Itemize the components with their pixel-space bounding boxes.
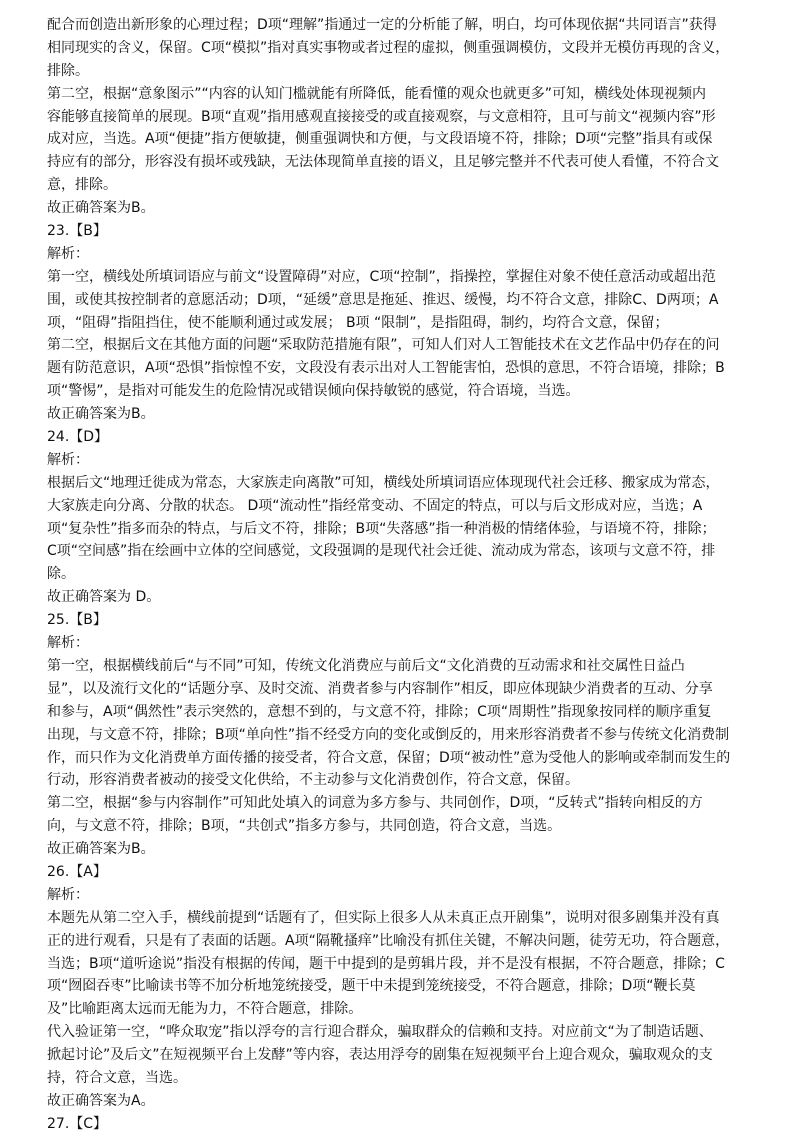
text-line: 根据后文“地理迁徙成为常态，大家族走向离散”可知，横线处所填词语应体现现代社会迁移、搬家成为常态， [47, 474, 720, 491]
text-line: 项“复杂性”指多而杂的特点，与后文不符，排除；B项“失落感”指一种消极的情绪体验，与语境不符，排除； [47, 520, 716, 537]
text-line: 出现，与文意不符，排除；B项“单向性”指不经受方向的变化或倒反的，用来形容消费者不参与传统文化消费制 [47, 726, 730, 743]
text-line: 掀起讨论”及后文”在短视频平台上发酵”等内容，表达用浮夸的剧集在短视频平台上迎合观众，骗取观众的支 [47, 1047, 713, 1064]
text-line: 正的进行观看，只是有了表面的话题。A项“隔靴搔痒”比喻没有抓住关键，不解决问题，徒劳无功，符合题意， [47, 932, 730, 949]
text-line: 排除。 [47, 62, 89, 79]
text-line: 代入验证第一空，“哗众取宠”指以浮夸的言行迎合群众，骗取群众的信赖和支持。对应前文“为了制造话题、 [47, 1024, 713, 1041]
answer-line: 故正确答案为B。 [47, 406, 155, 423]
text-line: 向，与文意不符，排除；B项，“共创式”指多方参与，共同创造，符合文意，当选。 [47, 818, 562, 835]
question-number: 26.【A】 [47, 863, 107, 880]
answer-line: 故正确答案为B。 [47, 200, 155, 217]
text-line: 第二空，根据后文在其他方面的问题“采取防范措施有限”，可知人们对人工智能技术在文艺作品中仍存在的问 [47, 337, 720, 354]
question-number: 25.【B】 [47, 612, 107, 629]
text-line: 项“警惕”，是指对可能发生的危险情况或错误倾向保持敏锐的感觉，符合语境，当选。 [47, 383, 580, 400]
text-line: 大家族走向分离、分散的状态。 D项“流动性”指经常变动、不固定的特点，可以与后文形成对应，当选；A [47, 497, 703, 514]
answer-line: 故正确答案为A。 [47, 1092, 155, 1109]
text-line: 题有防范意识，A项“恐惧”指惊惶不安，文段没有表示出对人工智能害怕，恐惧的意思，不符合语境，排除；B [47, 360, 725, 377]
text-line: 成对应，当选。A项“便捷”指方便敏捷，侧重强调快和方便，与文段语境不符，排除；D项“完整”指具有或保 [47, 131, 713, 148]
text-line: 第一空，横线处所填词语应与前文“设置障碍”对应，C项“控制”，指操控，掌握住对象不使任意活动或超出范 [47, 268, 716, 285]
question-number: 27.【C】 [47, 1115, 108, 1132]
analysis-label: 解析： [47, 635, 89, 652]
text-line: 除。 [47, 566, 75, 583]
text-line: C项“空间感”指在绘画中立体的空间感觉，文段强调的是现代社会迁徙、流动成为常态，该项与文意不符，排 [47, 543, 716, 560]
text-line: 本题先从第二空入手，横线前提到“话题有了，但实际上很多人从未真正点开剧集”，说明对很多剧集并没有真 [47, 909, 720, 926]
text-line: 作，而只作为文化消费单方面传播的接受者，符合文意，保留；D项“被动性”意为受他人的影响或牵制而发生的 [47, 749, 731, 766]
text-line: 第二空，根据“参与内容制作”可知此处填入的词意为多方参与、共同创作，D项，“反转式”指转向相反的方 [47, 795, 703, 812]
text-line: 第一空，根据横线前后“与不同”可知，传统文化消费应与前后文“文化消费的互动需求和社交属性日益凸 [47, 657, 685, 674]
analysis-label: 解析： [47, 245, 89, 262]
text-line: 当选；B项“道听途说”指没有根据的传闻，题干中提到的是剪辑片段，并不是没有根据，不符合题意，排除；C [47, 955, 725, 972]
answer-line: 故正确答案为 D。 [47, 589, 161, 606]
text-line: 持应有的部分，形容没有损坏或残缺，无法体现简单直接的语义，且足够完整并不代表可使人看懂，不符合文 [47, 154, 719, 171]
text-line: 配合而创造出新形象的心理过程；D项“理解”指通过一定的分析能了解，明白，均可体现依据“共同语言”获得 [47, 17, 717, 33]
text-line: 和参与，A项“偶然性”表示突然的，意想不到的，与文意不符，排除；C项“周期性”指现象按同样的顺序重复 [47, 703, 712, 720]
text-line: 第二空，根据“意象图示”“内容的认知门槛就能有所降低，能看懂的观众也就更多”可知，横线处体现视频内 [47, 85, 707, 102]
text-line: 项，“阻碍”指阻挡住，使不能顺利通过或发展； B项 “限制”，是指阻碍，制约，均符合文意，保留； [47, 314, 669, 331]
question-number: 24.【D】 [47, 429, 109, 446]
text-line: 围，或使其按控制者的意愿活动；D项，“延缓”意思是拖延、推迟、缓慢，均不符合文意，排除C、D两项；A [47, 291, 719, 308]
question-number: 23.【B】 [47, 223, 107, 240]
answer-line: 故正确答案为B。 [47, 841, 155, 858]
text-line: 行动，形容消费者被动的接受文化供给，不主动参与文化消费创作，符合文意，保留。 [47, 772, 579, 789]
text-line: 意，排除。 [47, 177, 117, 194]
text-line: 及”比喻距离太远而无能为力，不符合题意，排除。 [47, 1001, 363, 1018]
text-line: 容能够直接简单的展现。B项“直观”指用感观直接接受的或直接观察，与文意相符，且可与前文“视频内容”形 [47, 108, 716, 125]
answer-explanation-text [47, 14, 756, 1136]
text-line: 显”，以及流行文化的“话题分享、及时交流、消费者参与内容制作”相反，即应体现缺少消费者的互动、分享 [47, 680, 713, 697]
analysis-label: 解析： [47, 886, 89, 903]
text-line: 持，符合文意，当选。 [47, 1069, 187, 1086]
analysis-label: 解析： [47, 451, 89, 468]
text-line: 项“囫囵吞枣”比喻读书等不加分析地笼统接受，题干中未提到笼统接受，不符合题意，排除；D项“鞭长莫 [47, 978, 696, 995]
text-line: 相同现实的含义，保留。C项“模拟”指对真实事物或者过程的虚拟，侧重强调模仿，文段并无模仿再现的含义， [47, 39, 730, 56]
